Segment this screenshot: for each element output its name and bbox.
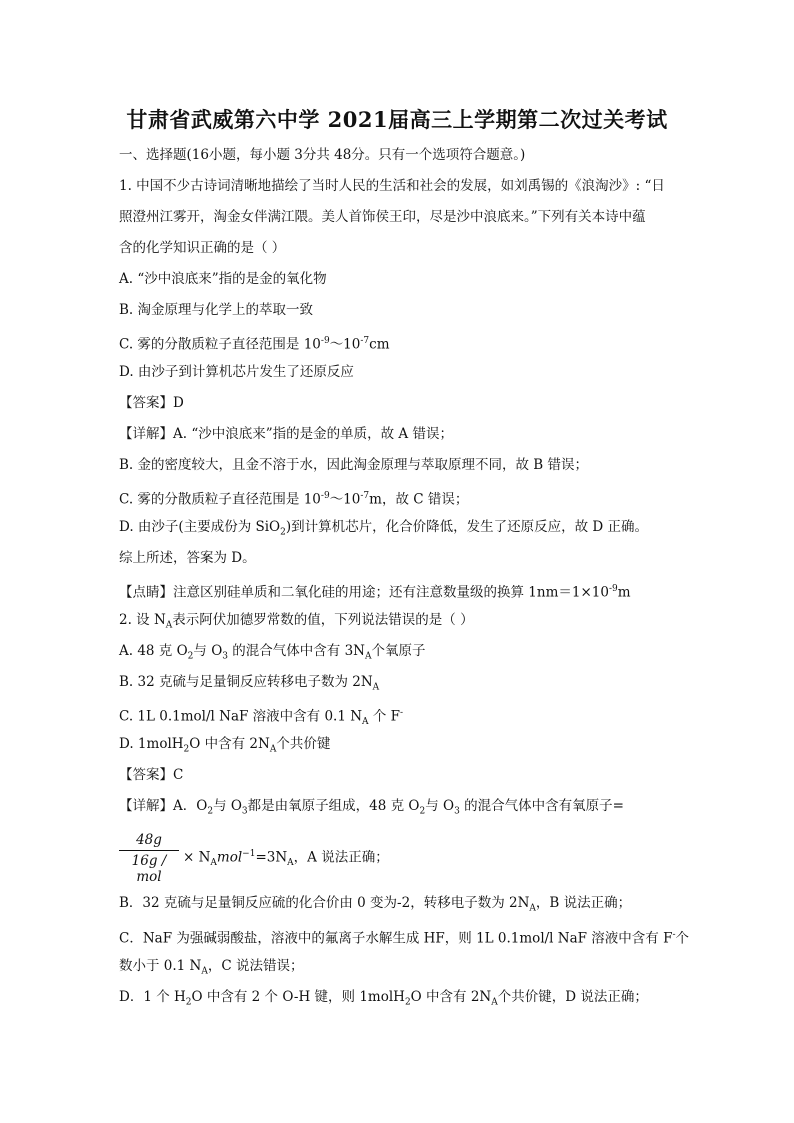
q1-detail-d: D. 由沙子(主要成份为 SiO$_2$)到计算机芯片，化合价降低，发生了还原反应，故 D 正确。 [119,519,649,538]
q1-option-a: A. “沙中浪底来”指的是金的氧化物 [119,271,327,287]
q2-option-b: B. 32 克硫与足量铜反应转移电子数为 $2N_A$ [119,674,380,693]
q2-option-a: A. 48 克 $O_2$与 $O_3$ 的混合气体中含有 $3N_A$个氧原子 [119,643,426,662]
fraction-formula [119,832,179,885]
q1-option-d: D. 由沙子到计算机芯片发生了还原反应 [119,364,354,380]
q1-summary: 综上所述，答案为 D。 [119,550,256,566]
q1-detail-a: 【详解】A. “沙中浪底来”指的是金的单质，故 A 错误； [119,426,453,442]
q2-detail-d: D．1 个 $H_2O$ 中含有 2 个 O-H 键，则 1molH$_2$O 中含有 $2N_A$个共价键，D 说法正确； [119,989,648,1008]
q1-option-b: B. 淘金原理与化学上的萃取一致 [119,302,314,318]
q2-detail-c-line1: C．NaF 为强碱弱酸盐，溶液中的氟离子水解生成 HF，则 1L 0.1mol/l NaF 溶液中含有 F-个 [119,930,690,947]
q2-option-d: D. 1molH$_2$O 中含有 $2N_A$个共价键 [119,736,331,755]
fraction-tail: × $N_Amol^{-1}=3N_A$，A 说法正确； [183,849,389,869]
q1-stem-line3: 含的化学知识正确的是（ ） [119,240,286,256]
fraction-numerator: 48g [119,832,179,851]
q1-stem-line1: 1. 中国不少古诗词清晰地描绘了当时人民的生活和社会的发展，如刘禹锡的《浪淘沙》: “日 [119,178,665,194]
page-title: 甘肃省武威第六中学 2021届高三上学期第二次过关考试 [126,107,668,132]
q2-stem: 2. 设 $N_A$表示阿伏加德罗常数的值，下列说法错误的是（ ） [119,612,474,631]
q1-option-c: C. 雾的分散质粒子直径范围是 $10^{-9}\sim 10^{-7}cm$ [119,336,390,353]
q1-answer: 【答案】D [119,395,184,411]
q2-detail-b: B．32 克硫与足量铜反应硫的化合价由 0 变为-2，转移电子数为 $2N_A$，B 说法正确； [119,895,632,914]
q2-option-c: C. 1L 0.1mol/l NaF 溶液中含有 0.1 $N_A$ 个 F- [119,708,404,728]
q2-detail-a: 【详解】A．$O_2$与 $O_3$都是由氧原子组成，48 克 $O_2$与 $O_3$ 的混合气体中含有氧原子= [119,798,624,817]
q1-detail-c: C. 雾的分散质粒子直径范围是 $10^{-9}\sim 10^{-7}m$，故 C 错误； [119,491,469,508]
q1-stem-line2: 照澄州江雾开，淘金女伴满江隈。美人首饰侯王印，尽是沙中浪底来。”下列有关本诗中蕴 [119,209,646,225]
q2-detail-c-line2: 数小于 0.1 $N_A$，C 说法错误； [119,958,304,977]
fraction-denominator: 16g / mol [131,853,167,885]
q2-answer: 【答案】C [119,767,184,783]
q1-detail-b: B. 金的密度较大，且金不溶于水，因此淘金原理与萃取原理不同，故 B 错误； [119,457,589,473]
q1-tip: 【点睛】注意区别硅单质和二氧化硅的用途；还有注意数量级的换算 $1nm=1\times 10^{-9}m$ [119,584,631,601]
section-header: 一、选择题(16小题，每小题 3分共 48分。只有一个选项符合题意。) [119,147,526,163]
